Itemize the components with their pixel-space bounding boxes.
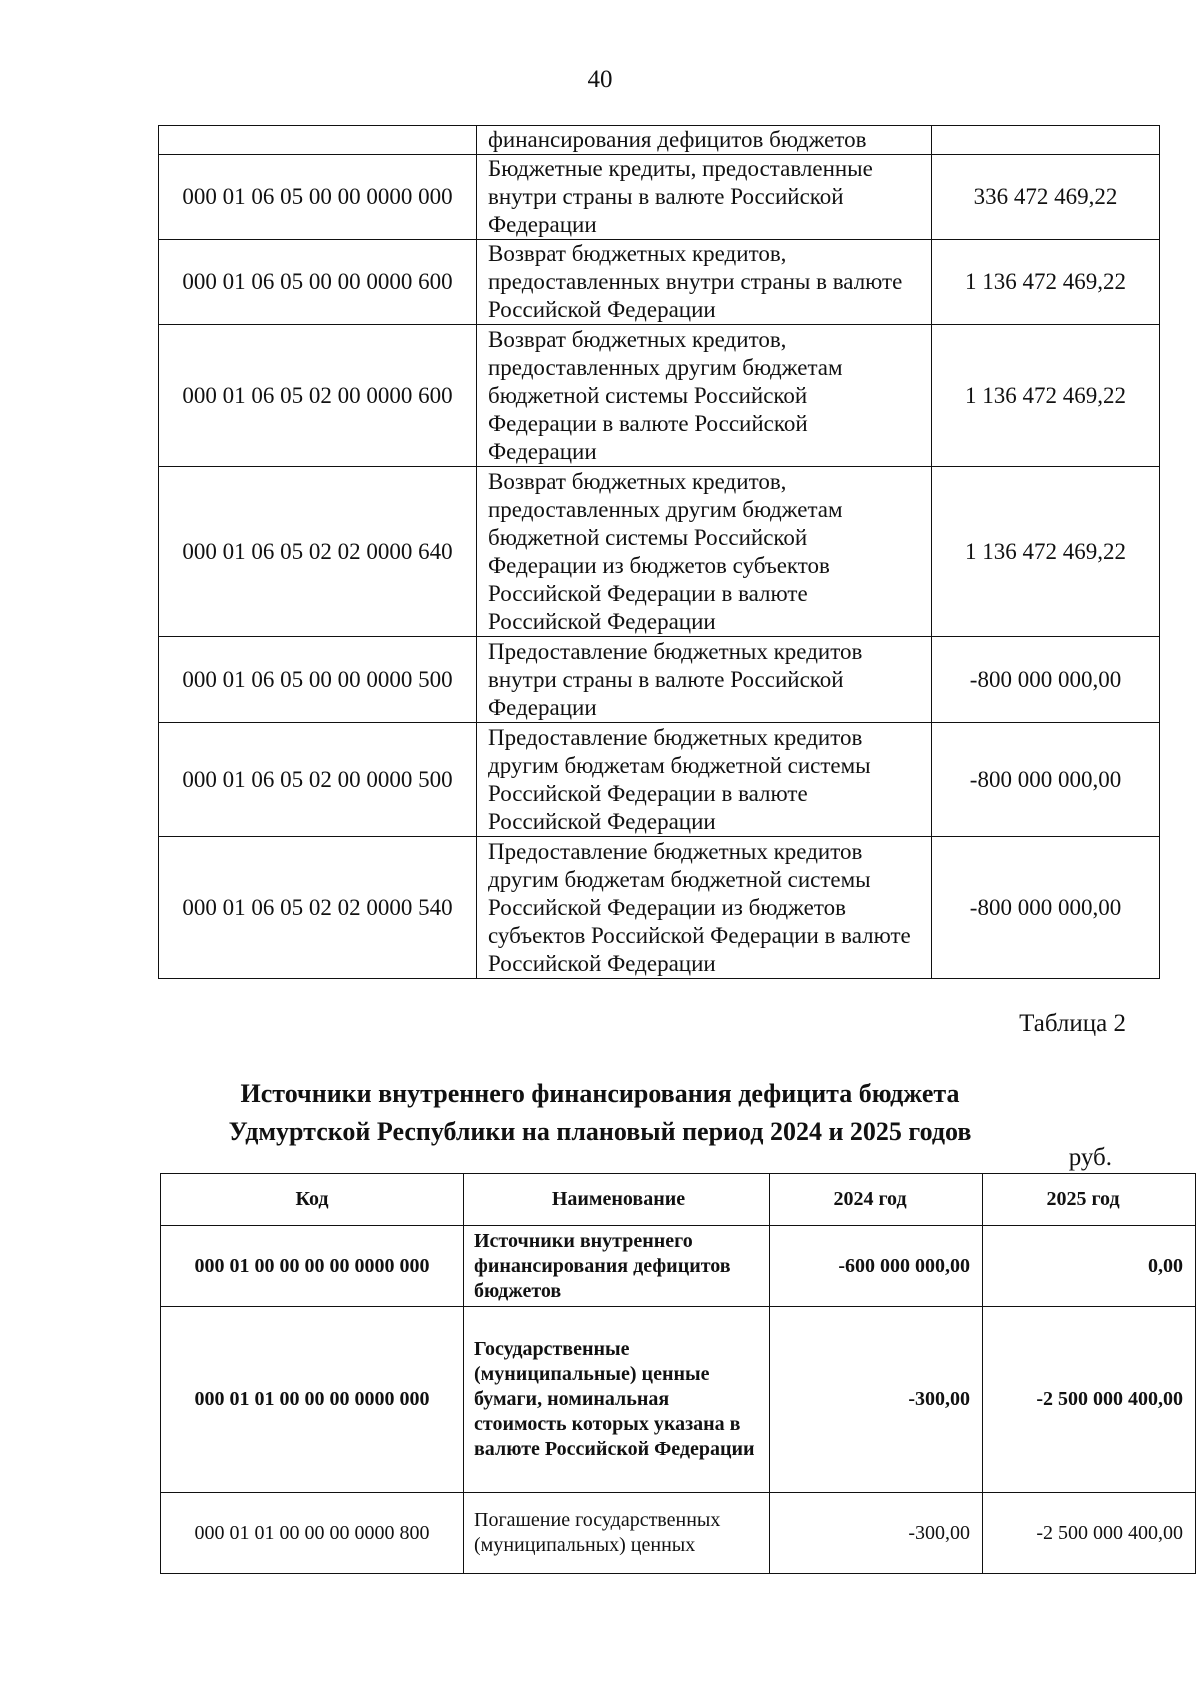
sources-table-continued: [158, 125, 1160, 979]
table-row: [159, 126, 1160, 155]
code-cell: 000 01 01 00 00 00 0000 800: [161, 1493, 464, 1574]
value-2025-cell: -2 500 000 400,00: [983, 1307, 1196, 1493]
table-row: [159, 325, 1160, 467]
table-row: [161, 1307, 1196, 1493]
name-cell: Предоставление бюджетных кредитов другим бюджетам бюджетной системы Российской Федерации из бюджетов субъектов Российской Федерации в валюте Российской Федерации: [477, 837, 932, 979]
code-cell: 000 01 06 05 00 00 0000 600: [159, 240, 477, 325]
code-cell: 000 01 06 05 02 00 0000 500: [159, 723, 477, 837]
value-cell: -800 000 000,00: [932, 837, 1160, 979]
table-2-title: [0, 1075, 1200, 1151]
code-cell: 000 01 00 00 00 00 0000 000: [161, 1226, 464, 1307]
name-cell: Возврат бюджетных кредитов, предоставленных другим бюджетам бюджетной системы Российской Федерации в валюте Российской Федерации: [477, 325, 932, 467]
name-cell: Бюджетные кредиты, предоставленные внутри страны в валюте Российской Федерации: [477, 155, 932, 240]
name-cell: Предоставление бюджетных кредитов внутри страны в валюте Российской Федерации: [477, 637, 932, 723]
value-cell: 1 136 472 469,22: [932, 325, 1160, 467]
table-row: [159, 240, 1160, 325]
name-cell: Возврат бюджетных кредитов, предоставленных другим бюджетам бюджетной системы Российской Федерации из бюджетов субъектов Российской Федерации в валюте Российской Федерации: [477, 467, 932, 637]
table-row: [159, 155, 1160, 240]
table-row: [161, 1493, 1196, 1574]
code-cell: [159, 126, 477, 155]
sources-table-2024-2025: [160, 1173, 1196, 1574]
name-cell: Погашение государственных (муниципальных) ценных: [464, 1493, 770, 1574]
code-cell: 000 01 01 00 00 00 0000 000: [161, 1307, 464, 1493]
table-row: [159, 637, 1160, 723]
name-cell: Источники внутреннего финансирования дефицитов бюджетов: [464, 1226, 770, 1307]
value-2025-cell: -2 500 000 400,00: [983, 1493, 1196, 1574]
value-2024-cell: -300,00: [770, 1493, 983, 1574]
title-line-2: Удмуртской Республики на плановый период 2024 и 2025 годов: [228, 1117, 972, 1146]
value-cell: 336 472 469,22: [932, 155, 1160, 240]
page-number: 40: [587, 66, 613, 93]
header-2025: 2025 год: [983, 1174, 1196, 1226]
currency-unit: руб.: [1068, 1144, 1112, 1171]
value-2025-cell: 0,00: [983, 1226, 1196, 1307]
value-2024-cell: -300,00: [770, 1307, 983, 1493]
table-row: [159, 837, 1160, 979]
code-cell: 000 01 06 05 02 02 0000 540: [159, 837, 477, 979]
name-cell: Предоставление бюджетных кредитов другим бюджетам бюджетной системы Российской Федерации в валюте Российской Федерации: [477, 723, 932, 837]
name-cell: финансирования дефицитов бюджетов: [477, 126, 932, 155]
value-cell: -800 000 000,00: [932, 723, 1160, 837]
table-row: [161, 1226, 1196, 1307]
header-2024: 2024 год: [770, 1174, 983, 1226]
name-cell: Государственные (муниципальные) ценные бумаги, номинальная стоимость которых указана в валюте Российской Федерации: [464, 1307, 770, 1493]
header-code: Код: [161, 1174, 464, 1226]
value-cell: -800 000 000,00: [932, 637, 1160, 723]
value-2024-cell: -600 000 000,00: [770, 1226, 983, 1307]
table-row: [159, 467, 1160, 637]
table-2-label: Таблица 2: [1019, 1010, 1126, 1037]
code-cell: 000 01 06 05 02 00 0000 600: [159, 325, 477, 467]
value-cell: [932, 126, 1160, 155]
title-line-1: Источники внутреннего финансирования дефицита бюджета: [240, 1079, 960, 1108]
header-name: Наименование: [464, 1174, 770, 1226]
code-cell: 000 01 06 05 02 02 0000 640: [159, 467, 477, 637]
value-cell: 1 136 472 469,22: [932, 240, 1160, 325]
name-cell: Возврат бюджетных кредитов, предоставленных внутри страны в валюте Российской Федерации: [477, 240, 932, 325]
value-cell: 1 136 472 469,22: [932, 467, 1160, 637]
table-header-row: [161, 1174, 1196, 1226]
code-cell: 000 01 06 05 00 00 0000 500: [159, 637, 477, 723]
code-cell: 000 01 06 05 00 00 0000 000: [159, 155, 477, 240]
table-row: [159, 723, 1160, 837]
